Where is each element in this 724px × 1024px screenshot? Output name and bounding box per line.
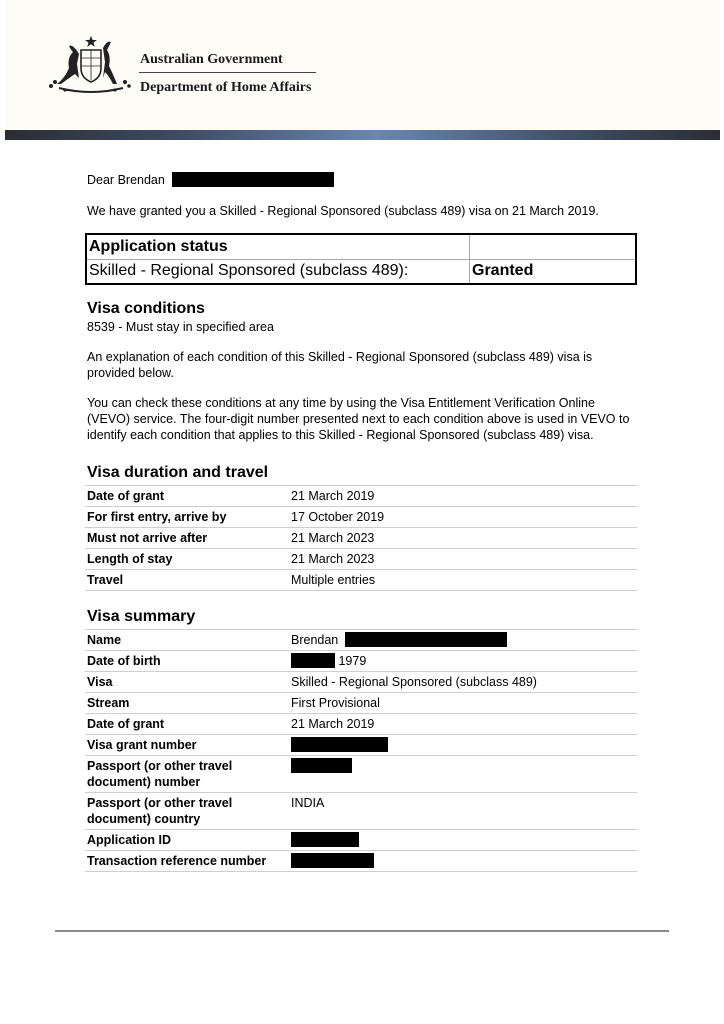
row-label: Visa grant number <box>85 735 289 756</box>
table-row <box>85 570 637 591</box>
table-row <box>85 851 637 872</box>
salutation-text: Dear Brendan <box>87 173 165 187</box>
row-label: Name <box>85 630 289 651</box>
table-row <box>85 693 637 714</box>
coat-of-arms-icon <box>45 34 131 98</box>
table-row <box>85 651 637 672</box>
table-row <box>85 756 637 793</box>
row-value: 21 March 2023 <box>289 528 637 549</box>
visa-duration-title: Visa duration and travel <box>87 464 269 481</box>
table-row <box>85 507 637 528</box>
visa-condition-item: 8539 - Must stay in specified area <box>87 320 274 334</box>
redacted-birth-day <box>291 653 335 668</box>
row-value: First Provisional <box>289 693 637 714</box>
table-row <box>85 549 637 570</box>
table-row <box>85 714 637 735</box>
row-label: Visa <box>85 672 289 693</box>
government-title: Australian Government <box>140 52 283 67</box>
visa-summary-table <box>85 629 637 872</box>
table-row <box>85 486 637 507</box>
redacted-surname <box>345 632 507 647</box>
row-value <box>289 651 637 672</box>
dob-year: 1979 <box>338 654 367 668</box>
row-value <box>289 630 637 651</box>
row-value: 17 October 2019 <box>289 507 637 528</box>
footer-divider <box>55 930 669 932</box>
row-label: Application ID <box>85 830 289 851</box>
salutation <box>87 172 639 188</box>
row-label: Date of grant <box>85 714 289 735</box>
row-label: For first entry, arrive by <box>85 507 289 528</box>
visa-summary-title: Visa summary <box>87 608 196 625</box>
row-value: 21 March 2019 <box>289 486 637 507</box>
application-status-visa: Skilled - Regional Sponsored (subclass 489): <box>89 262 409 279</box>
redacted-transaction-number <box>291 853 374 868</box>
visa-conditions-title: Visa conditions <box>87 300 205 317</box>
redacted-grant-number <box>291 737 388 752</box>
table-row <box>85 630 637 651</box>
row-label: Date of grant <box>85 486 289 507</box>
table-row <box>85 528 637 549</box>
header-band <box>5 130 720 140</box>
name-value: Brendan <box>291 633 339 647</box>
row-label: Passport (or other travel document) country <box>85 793 289 830</box>
row-label: Transaction reference number <box>85 851 289 872</box>
letterhead <box>5 0 720 130</box>
table-row <box>85 672 637 693</box>
application-status-title: Application status <box>89 238 228 255</box>
row-label: Stream <box>85 693 289 714</box>
row-label: Travel <box>85 570 289 591</box>
table-row <box>85 793 637 830</box>
redacted-surname <box>172 172 334 187</box>
redacted-passport-number <box>291 758 352 773</box>
row-label: Must not arrive after <box>85 528 289 549</box>
row-value: 21 March 2023 <box>289 549 637 570</box>
department-title: Department of Home Affairs <box>140 80 312 95</box>
table-row <box>85 735 637 756</box>
row-value <box>289 851 637 872</box>
table-row <box>85 830 637 851</box>
row-label: Passport (or other travel document) number <box>85 756 289 793</box>
row-value: Multiple entries <box>289 570 637 591</box>
conditions-explanation: An explanation of each condition of this Skilled - Regional Sponsored (subclass 489) visa is provided below. <box>87 350 593 380</box>
header-divider <box>139 72 316 73</box>
row-value <box>289 735 637 756</box>
application-status-box <box>85 233 637 285</box>
grant-sentence: We have granted you a Skilled - Regional Sponsored (subclass 489) visa on 21 March 2019. <box>87 204 599 218</box>
row-value: INDIA <box>289 793 637 830</box>
row-value: 21 March 2019 <box>289 714 637 735</box>
visa-duration-table <box>85 485 637 591</box>
row-value <box>289 830 637 851</box>
letter-body <box>87 172 639 872</box>
application-status-value: Granted <box>472 262 534 279</box>
row-label: Length of stay <box>85 549 289 570</box>
row-value: Skilled - Regional Sponsored (subclass 489) <box>289 672 637 693</box>
row-label: Date of birth <box>85 651 289 672</box>
row-value <box>289 756 637 793</box>
redacted-application-id <box>291 832 359 847</box>
vevo-paragraph: You can check these conditions at any time by using the Visa Entitlement Verification Online (VEVO) service. The four-digit number presented next to each condition above is used in VEVO to identify each condition that applies to this Skilled - Regional Sponsored (subclass 489) visa. <box>87 396 630 442</box>
